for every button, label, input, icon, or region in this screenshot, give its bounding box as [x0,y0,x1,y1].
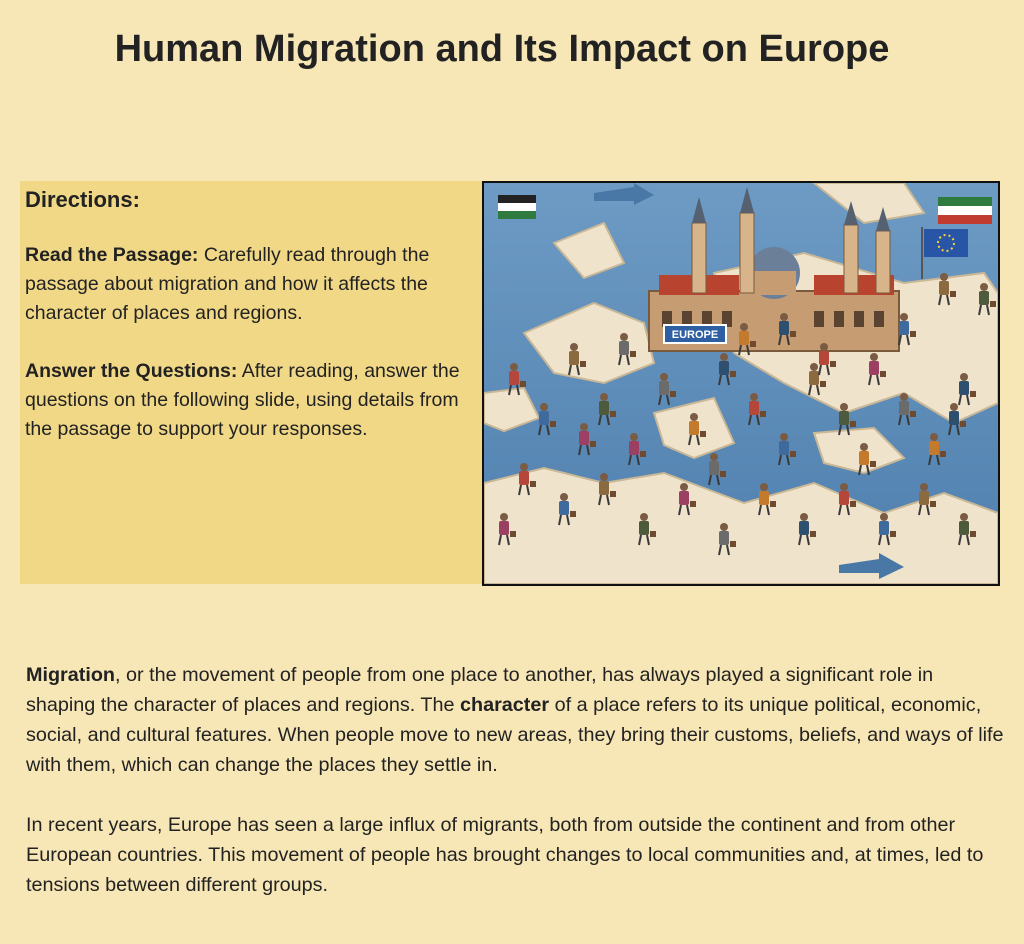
term-character: character [460,694,550,716]
passage-paragraph-2: In recent years, Europe has seen a large influx of migrants, both from outside the continent and from other European countries. This movement of people has brought changes to local communities and, at times, led to tensions between different groups. [26,814,984,896]
directions-box [20,181,482,584]
passage-paragraph-1-text-b: of a place refers to its unique political, economic, social, and cultural features. When people move to new areas, they bring their customs, beliefs, and ways of life with them, which can change the places they settle in. [26,694,1004,776]
answer-questions-label: Answer the Questions: [25,360,238,382]
flag-left [498,195,536,219]
term-migration: Migration [26,664,116,686]
europe-sign-label: EUROPE [671,329,719,341]
europe-sign [664,325,726,343]
flag-right [938,197,992,224]
answer-questions-text: After reading, answer the questions on the following slide, using details from the passage to support your responses. [25,360,460,440]
passage [26,660,1006,930]
directions-heading: Directions: [25,187,140,212]
passage-paragraph-1 [26,660,1006,780]
page-title: Human Migration and Its Impact on Europe [114,28,890,70]
read-passage-instruction [25,241,476,328]
read-passage-text: Carefully read through the passage about migration and how it affects the character of places and regions. [25,244,430,324]
answer-questions-instruction [25,357,476,444]
europe-migration-illustration [482,181,1000,586]
read-passage-label: Read the Passage: [25,244,199,266]
illustration-artwork [484,183,998,584]
passage-paragraph-1-text-a: , or the movement of people from one place to another, has always played a significant role in shaping the character of places and regions. The [26,664,934,716]
